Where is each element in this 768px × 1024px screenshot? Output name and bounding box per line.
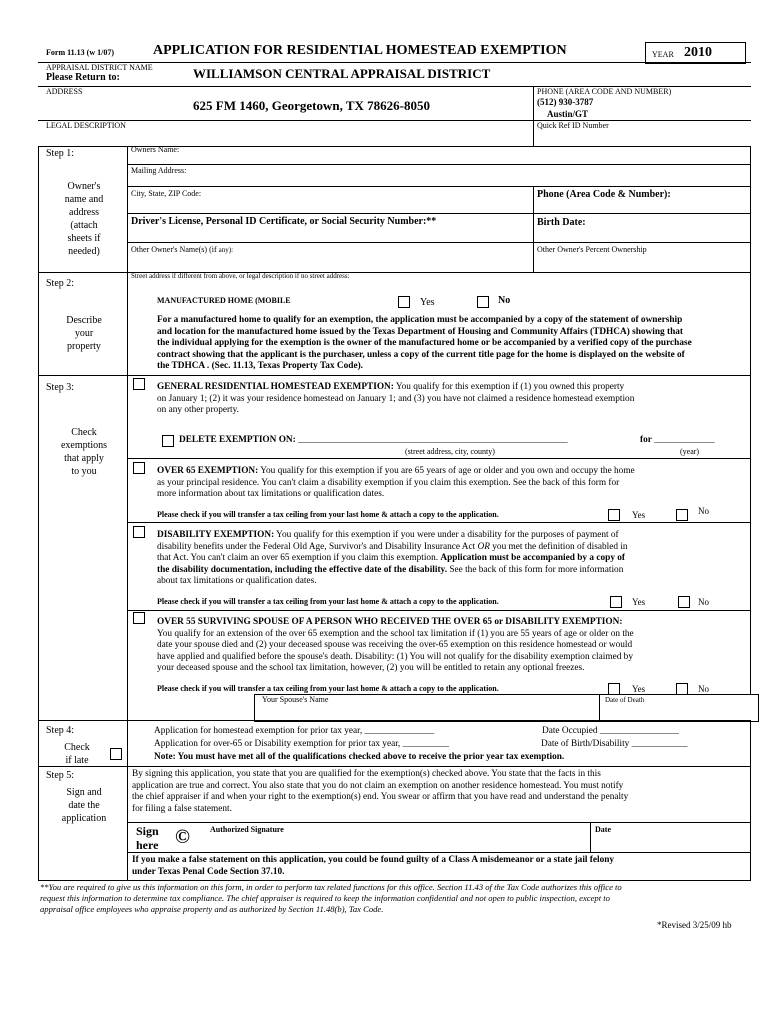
over65-transfer-yes-checkbox[interactable] <box>608 509 620 521</box>
manufactured-home-label: MANUFACTURED HOME (MOBILE <box>157 296 291 305</box>
over55-transfer-yes-label: Yes <box>632 684 646 694</box>
manufactured-yes-checkbox[interactable] <box>398 296 410 308</box>
general-homestead-checkbox[interactable] <box>133 378 145 390</box>
over55-text: OVER 55 SURVIVING SPOUSE OF A PERSON WHO RECEIVED THE OVER 65 or DISABILITY EXEMPTION: You qualify for an extension of the over 65 exemption and the school tax limitation if (1) you are 55 years of age or older on the date your spouse died and (2) your deceased spouse was receiving the over-65 exemption on this residence homestead or would have applied and qualified before the spouse's death. Disability: (1) You will not qualify for the disability exemption claimed by your deceased spouse and the school tax limitation, however, (2) you will be entitled to retain any optional freezes. <box>157 617 634 674</box>
step4-note: Note: You must have met all of the qualifications checked above to receive the prior year tax exemption. <box>154 752 565 762</box>
phone-city: Austin/GT <box>547 109 589 119</box>
step4-label: Step 4: <box>46 725 75 736</box>
disability-checkbox[interactable] <box>133 526 145 538</box>
street-address-label[interactable]: Street address if different from above, or legal description if no street address: <box>131 272 350 280</box>
spouse-info-box[interactable] <box>254 694 759 722</box>
over65-transfer-no-label: No <box>698 506 709 516</box>
other-owner-percent-label[interactable]: Other Owner's Percent Ownership <box>537 245 647 254</box>
mailing-address-label[interactable]: Mailing Address: <box>131 166 187 175</box>
return-to: Please Return to: <box>46 72 120 83</box>
district-label: APPRAISAL DISTRICT NAME <box>46 63 153 72</box>
step1-label: Step 1: <box>46 148 75 159</box>
date-occupied[interactable]: Date Occupied _________________ <box>542 726 679 736</box>
phone-label: PHONE (AREA CODE AND NUMBER) <box>537 87 672 96</box>
authorized-signature-field[interactable]: Authorized Signature <box>210 825 284 834</box>
disability-transfer-yes-checkbox[interactable] <box>610 596 622 608</box>
over65-transfer-no-checkbox[interactable] <box>676 509 688 521</box>
address-value: 625 FM 1460, Georgetown, TX 78626-8050 <box>193 98 430 113</box>
footer-confidentiality-note: **You are required to give us this information on this form, in order to perform tax related functions for this office. Section 11.43 of the Tax Code authorizes this office to request this information to determine tax compliance. The chief appraiser is required to keep the information confidential and not open to public inspection, except to appraisal office employees who appraise property and as authorized by Section 11.48(b), Tax Code. <box>40 882 622 914</box>
step4-description: Check if late <box>64 742 90 766</box>
date-of-death-label: Date of Death <box>605 696 645 704</box>
signature-pointer-icon: © <box>175 826 190 848</box>
prior-year-homestead[interactable]: Application for homestead exemption for prior tax year, _______________ <box>154 726 435 736</box>
birth-date-label[interactable]: Birth Date: <box>537 217 586 228</box>
date-of-birth-disability[interactable]: Date of Birth/Disability ____________ <box>541 739 688 749</box>
step5-description: Sign and date the application <box>61 787 107 824</box>
disability-transfer-yes-label: Yes <box>632 597 646 607</box>
manufactured-no-label: No <box>498 295 511 306</box>
over65-text: OVER 65 EXEMPTION: You qualify for this exemption if you are 65 years of age or older and you own and occupy the home as your principal residence. You can't claim a disability exemption if you claim this exemption. See the back of this form for more information about tax limitations or qualification dates. <box>157 466 635 500</box>
step2-label: Step 2: <box>46 278 75 289</box>
quick-ref-label: Quick Ref ID Number <box>537 121 609 130</box>
street-hint: (street address, city, county) <box>405 447 495 456</box>
legal-description-label: LEGAL DESCRIPTION <box>46 121 126 130</box>
spouse-name-label: Your Spouse's Name <box>262 695 329 704</box>
late-checkbox[interactable] <box>110 748 122 760</box>
manufactured-no-checkbox[interactable] <box>477 296 489 308</box>
delete-exemption-label: DELETE EXEMPTION ON: __________________________________________________________ <box>179 435 568 445</box>
over65-transfer-yes-label: Yes <box>632 510 646 520</box>
disability-transfer-no-label: No <box>698 597 709 607</box>
disability-transfer-question: Please check if you will transfer a tax ceiling from your last home & attach a copy to the application. <box>157 597 499 606</box>
step3-description: Check exemptions that apply to you <box>60 427 108 477</box>
step5-statement: By signing this application, you state that you are qualified for the exemption(s) checked above. You state that the facts in this application are true and correct. You also state that you do not claim an exemption on another residence homestead. You must notify the chief appraiser if and when your right to the exemption(s) end. You swear or affirm that you have read and understand the penalty for filing a false statement. <box>132 769 629 814</box>
manufactured-yes-label: Yes <box>420 297 435 308</box>
year-label: YEAR <box>652 50 674 59</box>
signature-date-field[interactable]: Date <box>595 825 611 834</box>
revised-date: *Revised 3/25/09 hb <box>657 920 732 930</box>
over55-transfer-no-label: No <box>698 684 709 694</box>
false-statement-warning: If you make a false statement on this application, you could be found guilty of a Class A misdemeanor or a state jail felony under Texas Penal Code Section 37.10. <box>132 855 615 877</box>
step5-label: Step 5: <box>46 770 75 781</box>
over55-transfer-question: Please check if you will transfer a tax ceiling from your last home & attach a copy to the application. <box>157 684 499 693</box>
disability-transfer-no-checkbox[interactable] <box>678 596 690 608</box>
year-hint: (year) <box>680 447 700 456</box>
manufactured-home-text: For a manufactured home to qualify for an exemption, the application must be accompanied by a copy of the statement of ownership and location for the manufactured home issued by the Texas Department of Housing and Community Affairs (TDHCA) showing that the individual applying for the exemption is the owner of the manufactured home or be accompanied by a verified copy of the purchase contract showing that the applicant is the purchaser, unless a copy of the current title page for the home is displayed on the website of the TDHCA . (Sec. 11.13, Texas Property Tax Code). <box>157 315 692 372</box>
over55-spouse-checkbox[interactable] <box>133 612 145 624</box>
form-title: APPLICATION FOR RESIDENTIAL HOMESTEAD EXEMPTION <box>153 43 567 58</box>
step1-description: Owner's name and address (attach sheets if needed) <box>64 181 104 257</box>
form-number: Form 11.13 (w 1/07) <box>46 48 114 57</box>
disability-text: DISABILITY EXEMPTION: You qualify for this exemption if you were under a disability for the purposes of payment of disability benefits under the Federal Old Age, Survivor's and Disability Insurance Act OR you met the definition of disabled in that Act. You can't claim an over 65 exemption if you claim this exemption. Application must be accompanied by a copy of the disability documentation, including the effective date of the disability. See the back of this form for more information about tax limitations or qualification dates. <box>157 530 628 587</box>
address-label: ADDRESS <box>46 87 83 96</box>
step2-description: Describe your property <box>66 315 102 352</box>
id-number-label[interactable]: Driver's License, Personal ID Certificate, or Social Security Number:** <box>131 216 437 227</box>
year-box[interactable] <box>645 42 746 64</box>
city-state-zip-label[interactable]: City, State, ZIP Code: <box>131 189 202 198</box>
year-value: 2010 <box>684 45 712 60</box>
owners-name-label[interactable]: Owners Name: <box>131 145 180 154</box>
district-name: WILLIAMSON CENTRAL APPRAISAL DISTRICT <box>193 66 491 81</box>
delete-for-label: for _____________ <box>640 435 715 445</box>
over65-transfer-question: Please check if you will transfer a tax ceiling from your last home & attach a copy to the application. <box>157 510 499 519</box>
step3-label: Step 3: <box>46 382 75 393</box>
sign-here-label: Sign here <box>136 824 159 852</box>
general-homestead-text: GENERAL RESIDENTIAL HOMESTEAD EXEMPTION: You qualify for this exemption if (1) you owned this property on January 1; (2) it was your residence homestead on January 1; and (3) you have not claimed a residence homestead exemption on any other property. <box>157 382 635 416</box>
phone-field-label[interactable]: Phone (Area Code & Number): <box>537 189 671 200</box>
other-owner-label[interactable]: Other Owner's Name(s) (if any): <box>131 245 234 254</box>
delete-exemption-checkbox[interactable] <box>162 435 174 447</box>
prior-year-over65[interactable]: Application for over-65 or Disability exemption for prior tax year, __________ <box>154 739 450 749</box>
phone-value: (512) 930-3787 <box>537 97 594 107</box>
over65-checkbox[interactable] <box>133 462 145 474</box>
